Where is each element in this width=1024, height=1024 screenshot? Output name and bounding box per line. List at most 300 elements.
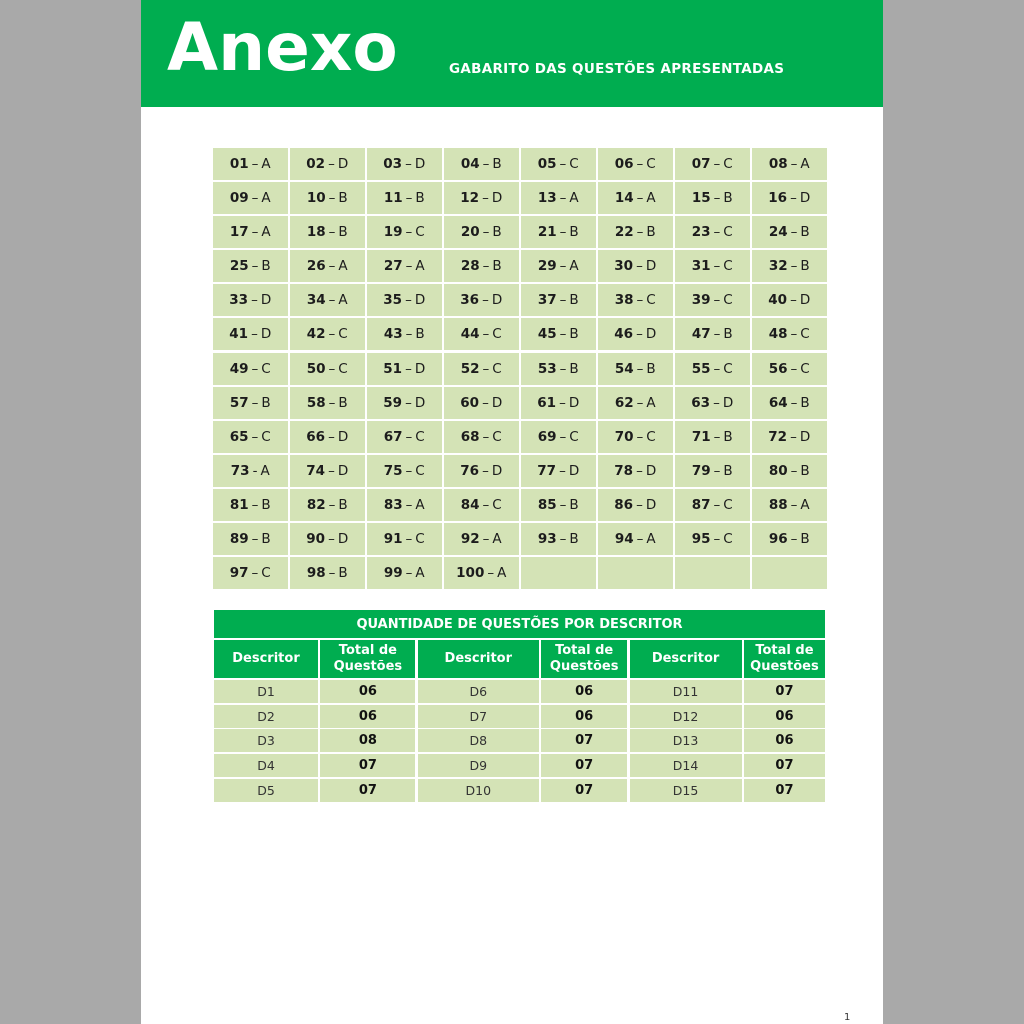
- answer-letter: B: [492, 258, 502, 275]
- answer-separator: –: [636, 190, 644, 207]
- answer-cell: [367, 216, 442, 248]
- answer-cell: [521, 353, 596, 385]
- question-number: 53: [537, 360, 557, 377]
- answer-cell: [752, 250, 827, 282]
- answer-separator: –: [482, 156, 490, 172]
- answer-cell: [290, 489, 365, 521]
- answer-letter: C: [492, 428, 502, 445]
- answer-separator: –: [482, 496, 490, 513]
- answer-cell: [521, 387, 596, 419]
- answer-cell: [752, 387, 827, 419]
- question-number: 99: [383, 565, 403, 582]
- question-number: 05: [537, 156, 557, 172]
- question-number: 79: [691, 462, 711, 479]
- question-number: 64: [768, 394, 788, 411]
- header-descritor: Descritor: [418, 640, 539, 678]
- answer-separator: –: [790, 258, 798, 275]
- answer-separator: –: [405, 292, 412, 309]
- answer-letter: B: [723, 428, 733, 445]
- answer-separator: –: [328, 360, 336, 377]
- question-number: 48: [768, 326, 788, 343]
- answer-separator: –: [405, 496, 413, 513]
- answer-letter: C: [415, 462, 425, 479]
- answer-separator: –: [405, 531, 413, 548]
- question-count: 06: [541, 680, 627, 703]
- answer-letter: D: [491, 292, 503, 309]
- answer-separator: –: [482, 360, 490, 377]
- question-number: 74: [306, 462, 326, 479]
- answer-cell: [752, 148, 827, 180]
- answer-cell: [213, 353, 288, 385]
- question-number: 65: [229, 428, 249, 445]
- answer-separator: –: [559, 394, 566, 411]
- answer-separator: –: [482, 292, 489, 309]
- question-number: 43: [383, 326, 403, 343]
- answer-separator: –: [636, 292, 644, 309]
- answer-separator: –: [251, 156, 259, 172]
- descriptor-table: [214, 640, 825, 802]
- answer-cell: [444, 318, 519, 350]
- answer-cell: [444, 182, 519, 214]
- answer-letter: B: [261, 394, 271, 411]
- answer-separator: –: [405, 565, 413, 582]
- answer-cell: [367, 489, 442, 521]
- answer-separator: –: [405, 258, 413, 275]
- answer-cell: [213, 182, 288, 214]
- answer-cell: [444, 216, 519, 248]
- answer-letter: C: [800, 360, 810, 377]
- empty-answer-cell: [521, 557, 596, 589]
- descriptor-code: D9: [418, 754, 539, 777]
- question-number: 23: [691, 224, 711, 241]
- answer-separator: –: [482, 531, 490, 548]
- answer-cell: [752, 182, 827, 214]
- question-number: 19: [383, 224, 403, 241]
- answer-letter: C: [492, 496, 502, 513]
- question-number: 67: [383, 428, 403, 445]
- answer-cell: [521, 284, 596, 316]
- answer-separator: –: [636, 156, 644, 172]
- answer-cell: [367, 523, 442, 555]
- answer-cell: [367, 250, 442, 282]
- answer-cell: [675, 489, 750, 521]
- answer-cell: [444, 455, 519, 487]
- answer-letter: D: [568, 462, 580, 479]
- answer-letter: C: [261, 428, 271, 445]
- answer-letter: D: [260, 326, 272, 343]
- question-number: 16: [768, 190, 788, 207]
- question-number: 88: [768, 496, 788, 513]
- answer-letter: C: [723, 360, 733, 377]
- answer-separator: –: [636, 531, 644, 548]
- question-number: 33: [229, 292, 249, 309]
- empty-answer-cell: [752, 557, 827, 589]
- descriptor-code: D6: [418, 680, 539, 703]
- answer-letter: D: [645, 326, 657, 343]
- answer-cell: [675, 148, 750, 180]
- answer-letter: C: [723, 496, 733, 513]
- answer-letter: B: [338, 496, 348, 513]
- answer-cell: [598, 284, 673, 316]
- header-total-questoes: Total de Questões: [320, 640, 415, 678]
- question-number: 17: [229, 224, 249, 241]
- question-number: 81: [229, 496, 249, 513]
- question-count: 06: [320, 705, 415, 728]
- answer-letter: D: [414, 360, 426, 377]
- answer-separator: –: [328, 190, 336, 207]
- question-number: 38: [614, 292, 634, 309]
- question-number: 26: [306, 258, 326, 275]
- answer-letter: C: [261, 565, 271, 582]
- answer-letter: B: [569, 496, 579, 513]
- answer-letter: A: [492, 531, 502, 548]
- answer-cell: [675, 455, 750, 487]
- question-number: 06: [614, 156, 634, 172]
- answer-letter: C: [492, 326, 502, 343]
- header-descritor: Descritor: [630, 640, 742, 678]
- answer-letter: D: [722, 394, 734, 411]
- question-count: 06: [744, 729, 825, 752]
- question-number: 87: [691, 496, 711, 513]
- answer-letter: C: [569, 428, 579, 445]
- page-number: 1: [844, 1012, 851, 1023]
- answer-separator: –: [713, 428, 721, 445]
- question-number: 94: [614, 531, 634, 548]
- question-number: 28: [460, 258, 480, 275]
- answer-letter: B: [800, 462, 810, 479]
- answer-cell: [213, 523, 288, 555]
- answer-letter: B: [338, 224, 348, 241]
- answer-letter: D: [799, 292, 811, 309]
- question-number: 54: [614, 360, 634, 377]
- answer-letter: B: [569, 326, 579, 343]
- question-number: 100: [456, 565, 485, 582]
- question-number: 18: [306, 224, 326, 241]
- answer-letter: D: [337, 462, 349, 479]
- answer-letter: B: [800, 258, 810, 275]
- question-number: 71: [691, 428, 711, 445]
- answer-cell: [675, 216, 750, 248]
- answer-cell: [290, 557, 365, 589]
- question-number: 14: [614, 190, 634, 207]
- empty-answer-cell: [675, 557, 750, 589]
- answer-separator: –: [405, 428, 413, 445]
- answer-letter: C: [723, 258, 733, 275]
- answer-separator: –: [713, 224, 721, 241]
- answer-letter: A: [415, 496, 425, 513]
- answer-separator: –: [405, 224, 413, 241]
- question-number: 73: [230, 462, 250, 479]
- answer-separator: -: [252, 462, 258, 479]
- answer-cell: [521, 421, 596, 453]
- answer-separator: –: [559, 258, 567, 275]
- descriptor-code: D8: [418, 729, 539, 752]
- answer-cell: [598, 387, 673, 419]
- descriptor-code: D1: [214, 680, 318, 703]
- answer-cell: [598, 148, 673, 180]
- question-number: 62: [614, 394, 634, 411]
- answer-letter: D: [799, 190, 811, 207]
- question-number: 63: [691, 394, 711, 411]
- answer-letter: C: [646, 428, 656, 445]
- question-number: 29: [537, 258, 557, 275]
- question-number: 55: [691, 360, 711, 377]
- answer-cell: [521, 250, 596, 282]
- answer-separator: –: [636, 462, 643, 479]
- answer-separator: –: [559, 326, 567, 343]
- answer-cell: [598, 421, 673, 453]
- answer-separator: –: [328, 462, 335, 479]
- answer-separator: –: [482, 224, 490, 241]
- answer-cell: [675, 353, 750, 385]
- answer-cell: [521, 318, 596, 350]
- answer-letter: B: [261, 258, 271, 275]
- answer-cell: [367, 284, 442, 316]
- answer-cell: [367, 182, 442, 214]
- answer-letter: B: [800, 224, 810, 241]
- answer-letter: A: [800, 156, 810, 172]
- answer-letter: D: [414, 292, 426, 309]
- answer-separator: –: [251, 292, 258, 309]
- header-total-questoes: Total de Questões: [744, 640, 825, 678]
- page-subtitle: GABARITO DAS QUESTÕES APRESENTADAS: [449, 61, 785, 77]
- answer-letter: D: [568, 394, 580, 411]
- answer-separator: –: [713, 462, 721, 479]
- answer-letter: D: [645, 258, 657, 275]
- question-count: 08: [320, 729, 415, 752]
- question-number: 44: [460, 326, 480, 343]
- question-number: 52: [460, 360, 480, 377]
- descriptor-code: D3: [214, 729, 318, 752]
- question-count: 07: [541, 754, 627, 777]
- answer-letter: B: [338, 565, 348, 582]
- descriptor-code: D13: [630, 729, 742, 752]
- answer-letter: C: [646, 156, 656, 172]
- question-count: 07: [541, 779, 627, 802]
- answer-separator: –: [790, 531, 798, 548]
- answer-letter: B: [261, 496, 271, 513]
- answer-letter: D: [414, 394, 426, 411]
- answer-cell: [213, 387, 288, 419]
- answer-cell: [444, 148, 519, 180]
- answer-separator: –: [559, 360, 567, 377]
- answer-letter: D: [491, 190, 503, 207]
- answer-letter: D: [337, 428, 349, 445]
- answer-letter: A: [415, 565, 425, 582]
- answer-letter: C: [261, 360, 271, 377]
- answer-separator: –: [251, 531, 259, 548]
- answer-cell: [752, 318, 827, 350]
- answer-separator: –: [328, 428, 335, 445]
- answer-separator: –: [251, 258, 259, 275]
- answer-cell: [598, 523, 673, 555]
- answer-cell: [290, 250, 365, 282]
- answer-letter: C: [723, 156, 733, 172]
- answer-cell: [675, 250, 750, 282]
- answer-separator: –: [713, 394, 720, 411]
- answer-cell: [752, 353, 827, 385]
- answer-letter: B: [646, 224, 656, 241]
- question-number: 49: [229, 360, 249, 377]
- question-number: 22: [614, 224, 634, 241]
- answer-cell: [521, 182, 596, 214]
- answer-cell: [598, 182, 673, 214]
- answer-cell: [290, 523, 365, 555]
- question-number: 12: [460, 190, 480, 207]
- answer-cell: [290, 421, 365, 453]
- answer-letter: A: [800, 496, 810, 513]
- answer-separator: –: [713, 156, 721, 172]
- question-number: 77: [537, 462, 557, 479]
- answer-letter: D: [337, 156, 349, 172]
- answer-letter: A: [569, 258, 579, 275]
- answer-letter: A: [260, 462, 270, 479]
- question-number: 39: [691, 292, 711, 309]
- answer-separator: –: [713, 258, 721, 275]
- answer-separator: –: [405, 156, 412, 172]
- answer-separator: –: [559, 292, 567, 309]
- answer-separator: –: [328, 394, 336, 411]
- answer-cell: [290, 284, 365, 316]
- answer-letter: A: [646, 190, 656, 207]
- answer-cell: [290, 387, 365, 419]
- question-number: 21: [537, 224, 557, 241]
- question-number: 36: [460, 292, 480, 309]
- question-number: 07: [691, 156, 711, 172]
- page-title: Anexo: [167, 9, 398, 86]
- answer-cell: [367, 421, 442, 453]
- question-number: 08: [768, 156, 788, 172]
- answer-separator: –: [790, 190, 797, 207]
- answer-letter: C: [415, 224, 425, 241]
- answer-letter: C: [723, 292, 733, 309]
- answer-separator: –: [790, 360, 798, 377]
- answer-letter: C: [415, 428, 425, 445]
- answer-cell: [213, 250, 288, 282]
- answer-separator: –: [328, 292, 336, 309]
- answer-separator: –: [790, 224, 798, 241]
- answer-letter: B: [492, 156, 502, 172]
- answer-separator: –: [713, 190, 721, 207]
- answer-cell: [444, 489, 519, 521]
- answer-separator: –: [328, 496, 336, 513]
- answer-separator: –: [251, 565, 259, 582]
- answer-separator: –: [482, 428, 490, 445]
- answer-separator: –: [790, 156, 798, 172]
- answer-letter: D: [645, 462, 657, 479]
- answer-separator: –: [636, 258, 643, 275]
- descriptor-code: D11: [630, 680, 742, 703]
- question-count: 07: [744, 680, 825, 703]
- answer-letter: B: [800, 394, 810, 411]
- answer-cell: [367, 353, 442, 385]
- answer-separator: –: [636, 394, 644, 411]
- answer-letter: C: [646, 292, 656, 309]
- question-number: 66: [306, 428, 326, 445]
- question-number: 75: [383, 462, 403, 479]
- answer-separator: –: [559, 531, 567, 548]
- answer-letter: A: [261, 190, 271, 207]
- answer-separator: –: [559, 428, 567, 445]
- question-count: 06: [320, 680, 415, 703]
- answer-letter: C: [492, 360, 502, 377]
- answer-separator: –: [559, 224, 567, 241]
- answer-separator: –: [713, 326, 721, 343]
- answer-letter: A: [569, 190, 579, 207]
- question-number: 89: [229, 531, 249, 548]
- descriptor-code: D4: [214, 754, 318, 777]
- answer-letter: B: [415, 326, 425, 343]
- answer-separator: –: [328, 326, 336, 343]
- question-count: 06: [744, 705, 825, 728]
- answer-cell: [367, 148, 442, 180]
- question-number: 42: [306, 326, 326, 343]
- answer-separator: –: [405, 190, 413, 207]
- answer-letter: A: [338, 292, 348, 309]
- answer-separator: –: [713, 496, 721, 513]
- answer-letter: A: [261, 224, 271, 241]
- question-number: 31: [691, 258, 711, 275]
- answer-cell: [521, 148, 596, 180]
- answer-cell: [675, 387, 750, 419]
- answer-separator: –: [482, 190, 489, 207]
- answer-separator: –: [559, 462, 566, 479]
- answer-letter: B: [569, 292, 579, 309]
- question-number: 68: [460, 428, 480, 445]
- question-number: 59: [383, 394, 403, 411]
- answer-cell: [675, 182, 750, 214]
- answer-cell: [213, 318, 288, 350]
- question-number: 34: [306, 292, 326, 309]
- answer-cell: [752, 489, 827, 521]
- answer-cell: [213, 284, 288, 316]
- answer-cell: [367, 557, 442, 589]
- answer-cell: [444, 250, 519, 282]
- answer-separator: –: [790, 394, 798, 411]
- question-number: 47: [691, 326, 711, 343]
- question-number: 78: [614, 462, 634, 479]
- question-number: 32: [768, 258, 788, 275]
- question-number: 84: [460, 496, 480, 513]
- answer-separator: –: [487, 565, 495, 582]
- question-number: 69: [537, 428, 557, 445]
- answer-separator: –: [482, 394, 489, 411]
- question-number: 50: [306, 360, 326, 377]
- answer-cell: [675, 318, 750, 350]
- question-number: 10: [306, 190, 326, 207]
- answer-letter: D: [491, 462, 503, 479]
- answer-letter: B: [338, 394, 348, 411]
- question-number: 37: [537, 292, 557, 309]
- answer-letter: B: [338, 190, 348, 207]
- question-count: 07: [320, 754, 415, 777]
- answer-separator: –: [251, 428, 259, 445]
- question-number: 93: [537, 531, 557, 548]
- answer-cell: [444, 284, 519, 316]
- answer-letter: B: [492, 224, 502, 241]
- descriptor-code: D7: [418, 705, 539, 728]
- answer-cell: [752, 284, 827, 316]
- question-number: 20: [460, 224, 480, 241]
- answer-letter: D: [799, 428, 811, 445]
- question-number: 02: [306, 156, 326, 172]
- answer-letter: A: [497, 565, 507, 582]
- answer-separator: –: [636, 224, 644, 241]
- question-number: 09: [229, 190, 249, 207]
- question-number: 35: [383, 292, 403, 309]
- answer-cell: [598, 318, 673, 350]
- question-number: 82: [306, 496, 326, 513]
